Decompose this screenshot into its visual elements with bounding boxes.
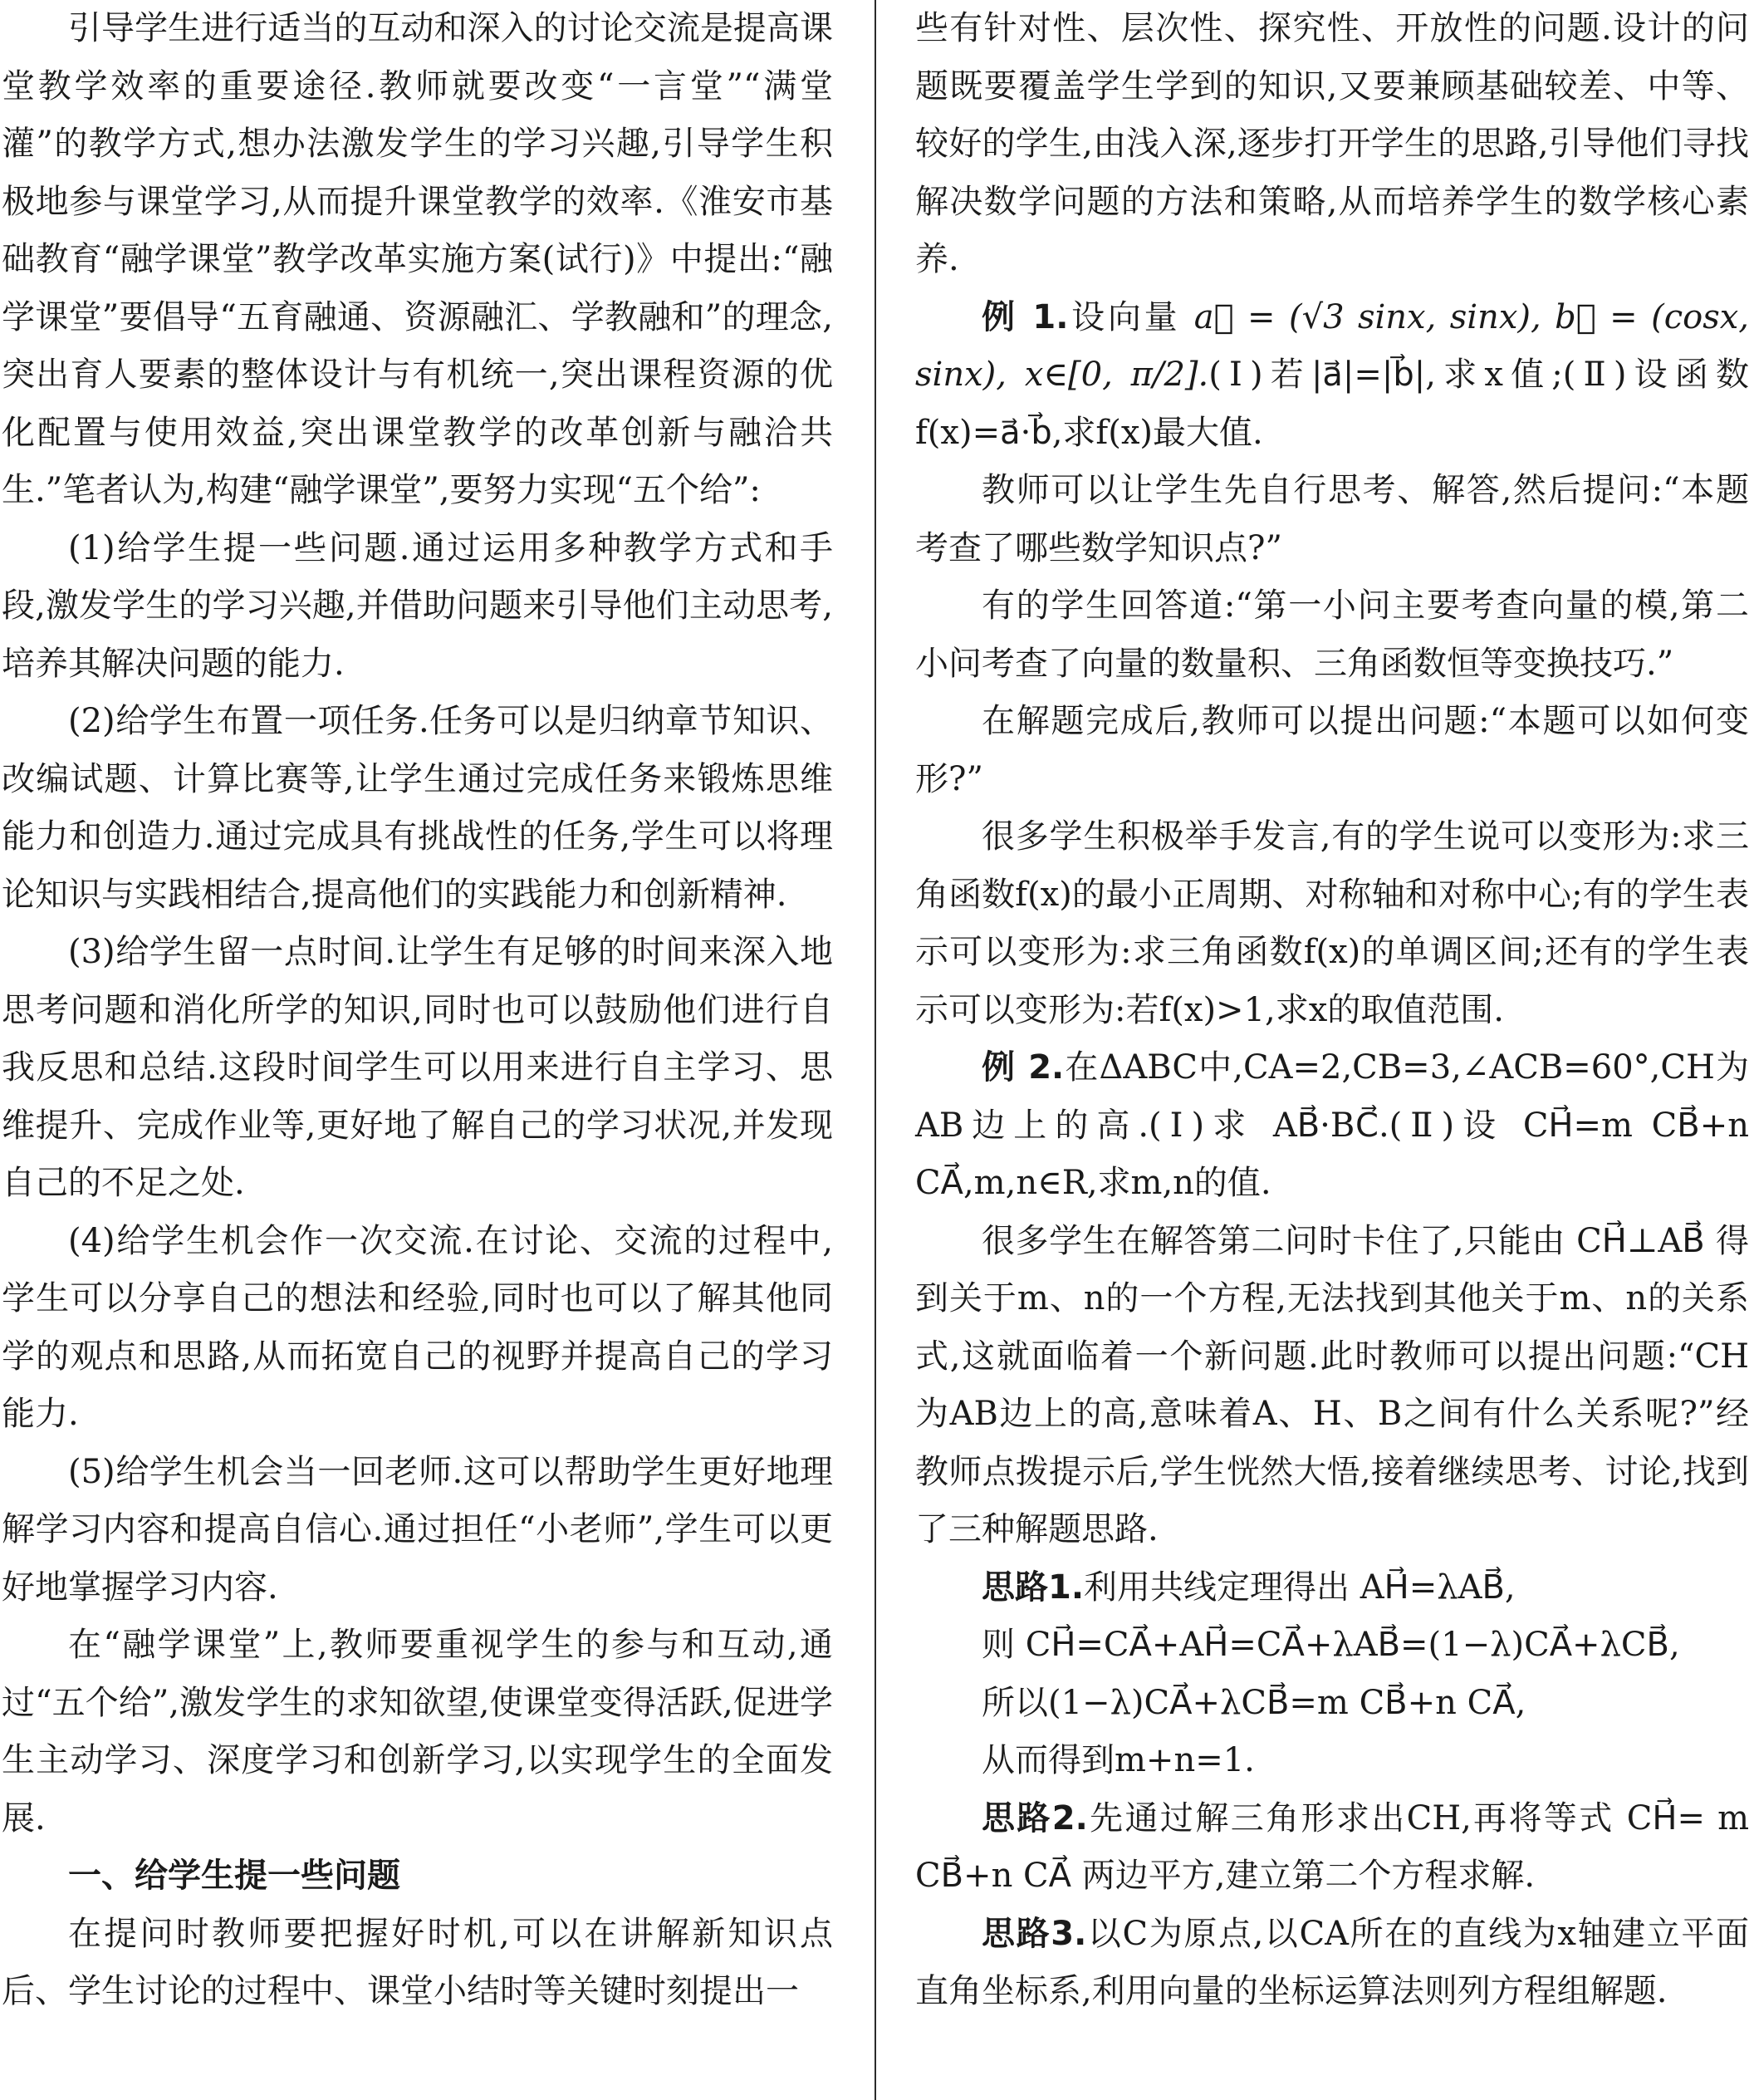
- summary-paragraph: 在“融学课堂”上,教师要重视学生的参与和互动,通过“五个给”,激发学生的求知欲望,使课堂变得活跃,促进学生主动学习、深度学习和创新学习,以实现学生的全面发展.: [2, 1626, 833, 1838]
- example-1-label: 例 1.: [982, 297, 1069, 336]
- idea-1-line4: 从而得到m+n=1.: [982, 1741, 1255, 1779]
- example-2-label: 例 2.: [982, 1048, 1065, 1087]
- intro-paragraph: 引导学生进行适当的互动和深入的讨论交流是提高课堂教学效率的重要途径.教师就要改变“一言堂”“满堂灌”的教学方式,想办法激发学生的学习兴趣,引导学生积极地参与课堂学习,从而提升课堂教学的效率.《淮安市基础教育“融学课堂”教学改革实施方案(试行)》中提出:“融学课堂”要倡导“五育融通、资源融汇、学教融和”的理念,突出育人要素的整体设计与有机统一,突出课程资源的优化配置与使用效益,突出课堂教学的改革创新与融洽共生.”笔者认为,构建“融学课堂”,要努力实现“五个给”:: [2, 9, 833, 509]
- example-2: [915, 1039, 1749, 1213]
- example-2-text: 在ΔABC中,CA=2,CB=3,∠ACB=60°,CH为AB边上的高.(Ⅰ)求 AB⃗·BC⃗.(Ⅱ)设 CH⃗=m CB⃗+n CA⃗,m,n∈R,求m,n的值.: [915, 1048, 1750, 1202]
- example-1-domain: x∈[0, π/2].: [1024, 356, 1209, 394]
- idea-2: [915, 1790, 1749, 1906]
- example-1: [915, 289, 1749, 463]
- point-2-paragraph: (2)给学生布置一项任务.任务可以是归纳章节知识、改编试题、计算比赛等,让学生通过完成任务来锻炼思维能力和创造力.通过完成具有挑战性的任务,学生可以将理论知识与实践相结合,提高他们的实践能力和创新精神.: [2, 702, 833, 914]
- point-3-paragraph: (3)给学生留一点时间.让学生有足够的时间来深入地思考问题和消化所学的知识,同时也可以鼓励他们进行自我反思和总结.这段时间学生可以用来进行自主学习、思维提升、完成作业等,更好地了解自己的学习状况,并发现自己的不足之处.: [2, 933, 833, 1202]
- idea-1-label: 思路1.: [982, 1568, 1085, 1607]
- variations-paragraph: 很多学生积极举手发言,有的学生说可以变形为:求三角函数f(x)的最小正周期、对称轴和对称中心;有的学生表示可以变形为:求三角函数f(x)的单调区间;还有的学生表示可以变形为:若f(x)>1,求x的取值范围.: [915, 817, 1749, 1029]
- section-heading: 一、给学生提一些问题: [68, 1857, 400, 1895]
- idea-3-label: 思路3.: [982, 1914, 1087, 1953]
- difficulty-paragraph: 很多学生在解答第二问时卡住了,只能由 CH⃗⊥AB⃗ 得到关于m、n的一个方程,无法找到其他关于m、n的关系式,这就面临着一个新问题.此时教师可以提出问题:“CH为AB边上的高,意味着A、H、B之间有什么关系呢?”经教师点拨提示后,学生恍然大悟,接着继续思考、讨论,找到了三种解题思路.: [915, 1221, 1749, 1548]
- idea-1-line3: 所以(1−λ)CA⃗+λCB⃗=m CB⃗+n CA⃗,: [982, 1683, 1526, 1722]
- idea-2-text: 先通过解三角形求出CH,再将等式 CH⃗= m CB⃗+n CA⃗ 两边平方,建立第二个方程求解.: [915, 1798, 1750, 1895]
- example-1-part1: (Ⅰ)若|a⃗|=|b⃗|,求x值;: [1208, 356, 1563, 394]
- example-1-text: 设向量: [1068, 297, 1181, 336]
- student-answer-paragraph: 有的学生回答道:“第一小问主要考查向量的模,第二小问考查了向量的数量积、三角函数恒等变换技巧.”: [915, 586, 1749, 683]
- point-1-paragraph: (1)给学生提一些问题.通过运用多种教学方式和手段,激发学生的学习兴趣,并借助问题来引导他们主动思考,培养其解决问题的能力.: [2, 528, 833, 683]
- idea-3-text: 以C为原点,以CA所在的直线为x轴建立平面直角坐标系,利用向量的坐标运算法则列方程组解题.: [915, 1914, 1749, 2010]
- teacher-question-paragraph: 教师可以让学生先自行思考、解答,然后提问:“本题考查了哪些数学知识点?”: [915, 471, 1749, 567]
- idea-3: [915, 1906, 1749, 2021]
- example-1-vectors: a⃗ = (√3 sinx, sinx), b⃗ = (cosx, sinx),: [915, 297, 1750, 394]
- example-1-tail: 求f(x)最大值.: [1062, 413, 1263, 452]
- point-4-paragraph: (4)给学生机会作一次交流.在讨论、交流的过程中,学生可以分享自己的想法和经验,同时也可以了解其他同学的观点和思路,从而拓宽自己的视野并提高自己的学习能力.: [2, 1221, 833, 1433]
- idea-1: [915, 1559, 1749, 1617]
- right-column: [915, 0, 1749, 2021]
- column-divider: [875, 0, 876, 2100]
- variation-question-paragraph: 在解题完成后,教师可以提出问题:“本题可以如何变形?”: [915, 702, 1749, 798]
- idea-1-line1: 利用共线定理得出 AH⃗=λAB⃗,: [1084, 1568, 1516, 1607]
- idea-2-label: 思路2.: [982, 1798, 1088, 1838]
- idea-1-line2: 则 CH⃗=CA⃗+AH⃗=CA⃗+λAB⃗=(1−λ)CA⃗+λCB⃗,: [982, 1626, 1680, 1664]
- last-paragraph: 在提问时教师要把握好时机,可以在讲解新知识点后、学生讨论的过程中、课堂小结时等关键时刻提出一: [2, 1914, 833, 2010]
- example-1-part2: (Ⅱ)设函数f(x)=a⃗·b⃗,: [915, 356, 1750, 452]
- point-5-paragraph: (5)给学生机会当一回老师.这可以帮助学生更好地理解学习内容和提高自信心.通过担任“小老师”,学生可以更好地掌握学习内容.: [2, 1452, 833, 1607]
- continuation-paragraph: 些有针对性、层次性、探究性、开放性的问题.设计的问题既要覆盖学生学到的知识,又要兼顾基础较差、中等、较好的学生,由浅入深,逐步打开学生的思路,引导他们寻找解决数学问题的方法和策略,从而培养学生的数学核心素养.: [915, 9, 1749, 278]
- left-column: [2, 0, 833, 2021]
